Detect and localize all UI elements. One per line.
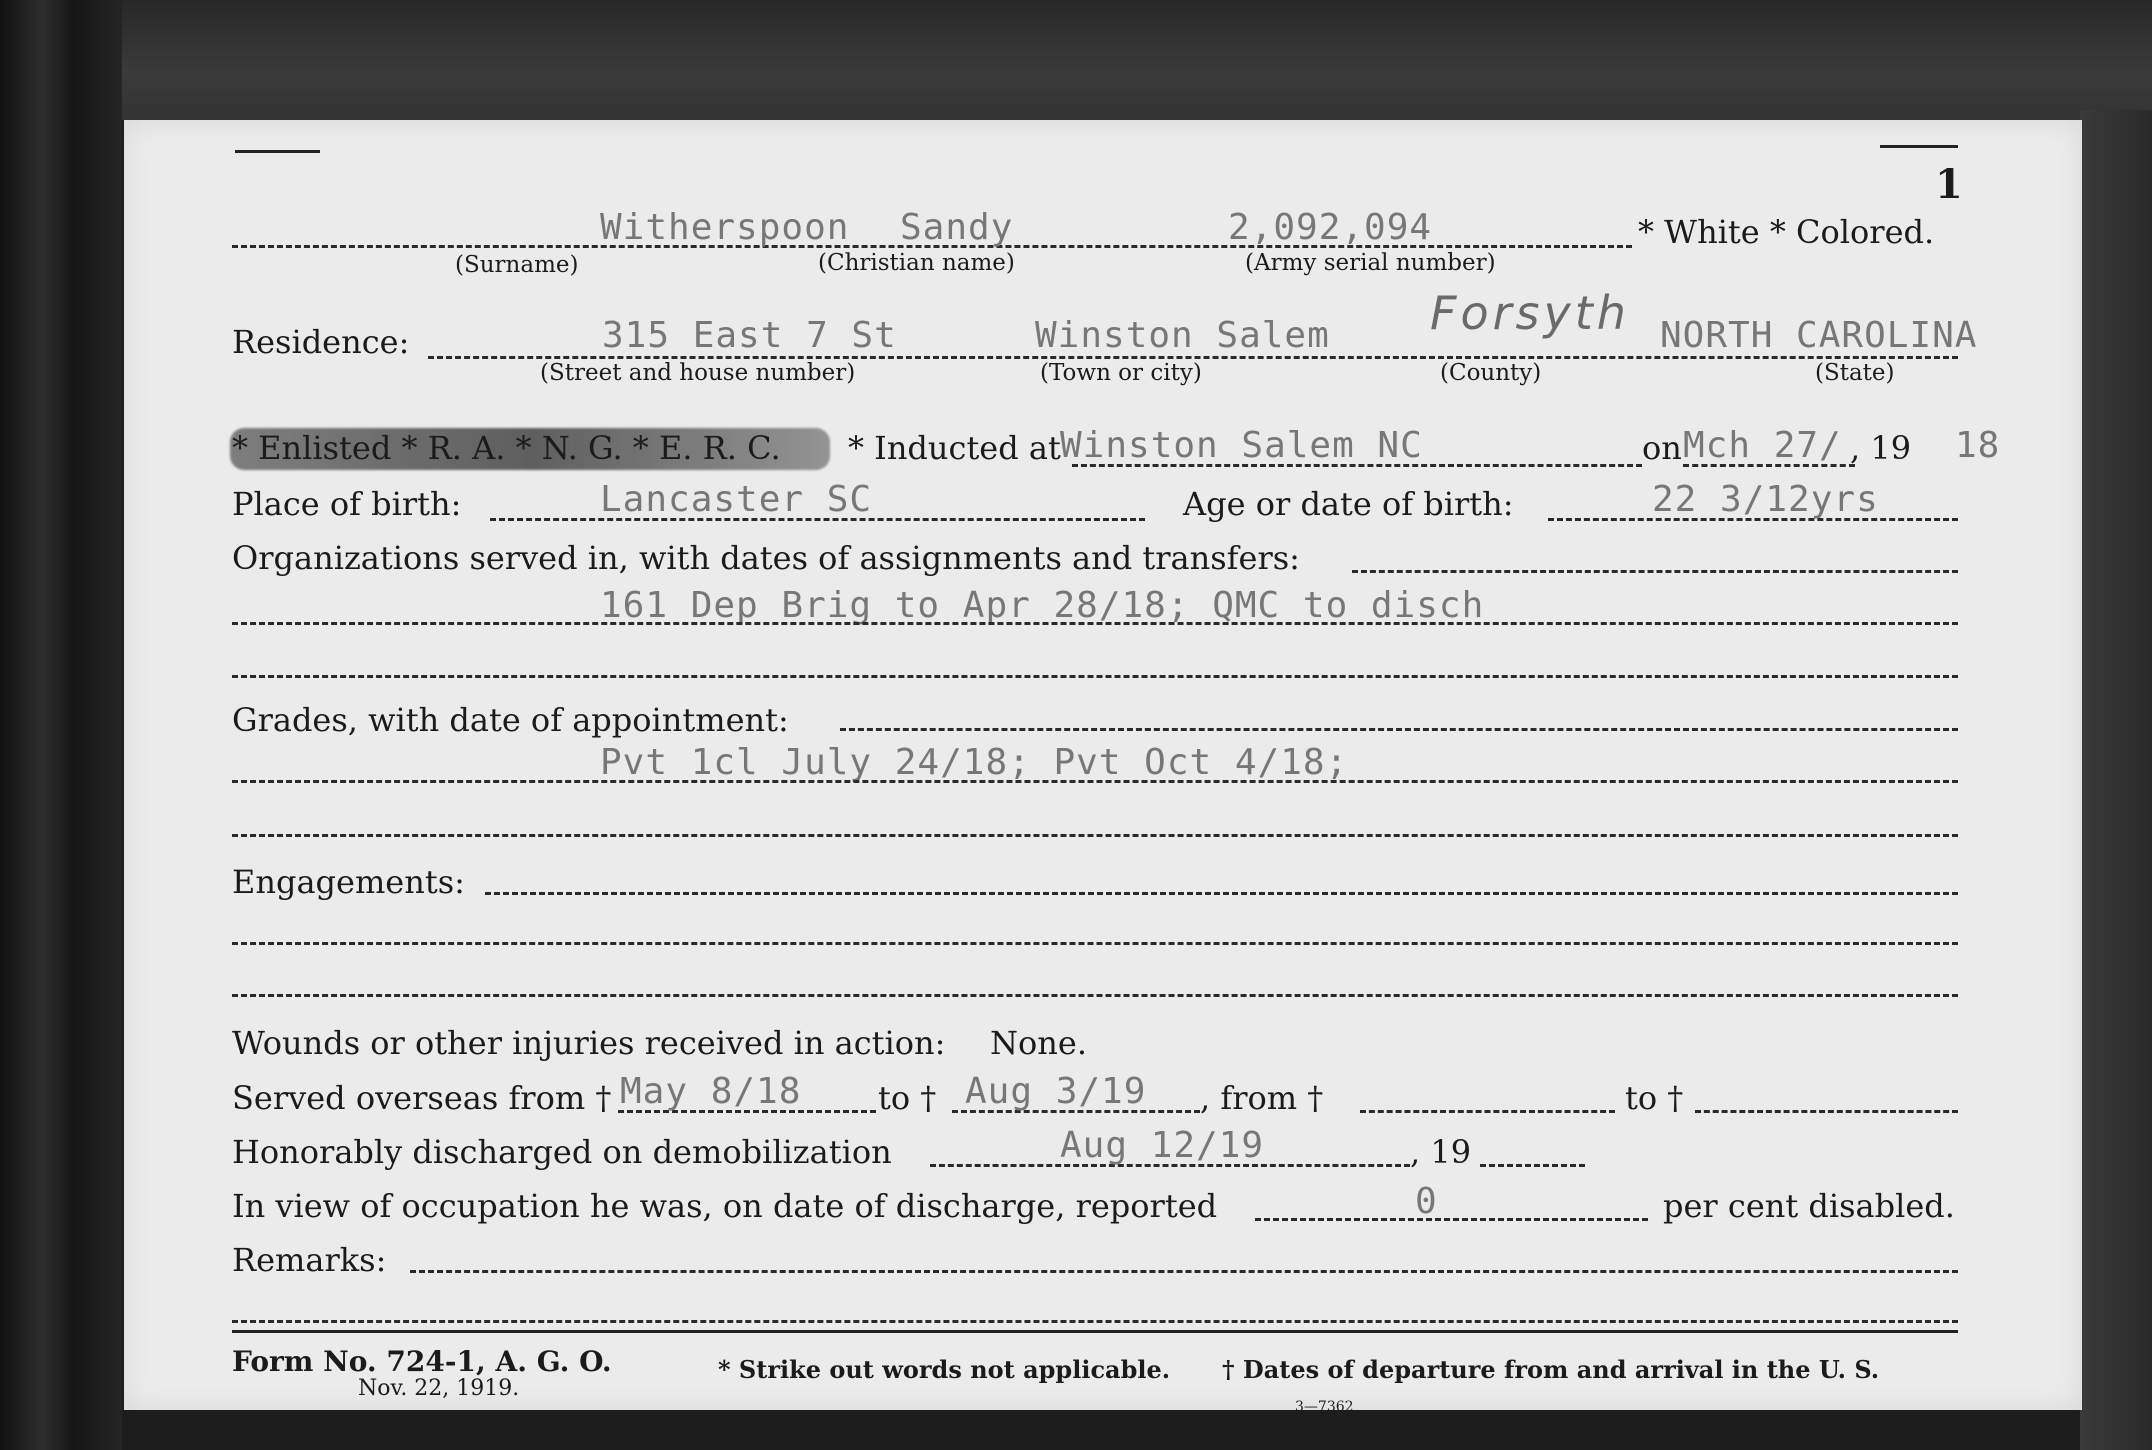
disability-label: In view of occupation he was, on date of discharge, reported — [232, 1187, 1218, 1225]
dates-note: † Dates of departure from and arrival in the U. S. — [1222, 1355, 1880, 1384]
grades-value: Pvt 1cl July 24/18; Pvt Oct 4/18; — [600, 742, 1349, 783]
wounds-value: None. — [990, 1024, 1087, 1062]
card-number: 1 — [1935, 161, 1963, 208]
christian-name-value: Sandy — [900, 207, 1014, 248]
age-label: Age or date of birth: — [1183, 485, 1514, 523]
surname-caption: (Surname) — [455, 252, 579, 278]
strike-note: * Strike out words not applicable. — [718, 1355, 1171, 1384]
residence-line — [428, 356, 1958, 359]
inducted-label: * Inducted at — [848, 429, 1061, 467]
town-value: Winston Salem — [1035, 315, 1330, 356]
engagements-line-3 — [232, 994, 1958, 997]
overseas-from2-label: , from † — [1200, 1079, 1324, 1117]
induction-year-prefix: , 19 — [1850, 429, 1912, 467]
induction-year-value: 18 — [1955, 425, 2001, 466]
residence-label: Residence: — [232, 323, 410, 361]
overseas-to-value: Aug 3/19 — [965, 1071, 1147, 1112]
disability-value: 0 — [1415, 1181, 1438, 1222]
race-options: * White * Colored. — [1638, 213, 1935, 251]
overseas-to2-label: to † — [1625, 1079, 1684, 1117]
place-of-birth-value: Lancaster SC — [600, 479, 873, 520]
street-caption: (Street and house number) — [540, 360, 856, 386]
grades-line-3 — [232, 834, 1958, 837]
wounds-label: Wounds or other injuries received in action: — [232, 1024, 946, 1062]
overseas-from-value: May 8/18 — [620, 1071, 802, 1112]
engagements-line-1 — [485, 892, 1958, 895]
form-date: Nov. 22, 1919. — [358, 1376, 520, 1401]
grades-line-1 — [840, 728, 1958, 731]
discharge-year-line — [1480, 1164, 1585, 1167]
organizations-value: 161 Dep Brig to Apr 28/18; QMC to disch — [600, 585, 1485, 626]
remarks-line-2 — [232, 1320, 1958, 1323]
discharge-label: Honorably discharged on demobilization — [232, 1133, 892, 1171]
induction-date-value: Mch 27/ — [1683, 425, 1842, 466]
christian-name-caption: (Christian name) — [818, 250, 1015, 276]
surname-value: Witherspoon — [600, 207, 850, 248]
engagements-line-2 — [232, 942, 1958, 945]
corner-rule-right — [1880, 145, 1958, 148]
remarks-line-1 — [410, 1270, 1958, 1273]
disability-line — [1255, 1218, 1648, 1221]
army-serial-caption: (Army serial number) — [1245, 250, 1496, 276]
film-border-top — [122, 0, 2152, 120]
army-serial-value: 2,092,094 — [1228, 207, 1433, 248]
remarks-label: Remarks: — [232, 1241, 387, 1279]
inducted-place-value: Winston Salem NC — [1060, 425, 1423, 466]
film-border-left — [0, 0, 122, 1450]
overseas-to2-line — [1695, 1110, 1958, 1113]
enlisted-options: * Enlisted * R. A. * N. G. * E. R. C. — [232, 429, 781, 467]
print-code: 3—7362 — [1295, 1399, 1354, 1415]
age-value: 22 3/12yrs — [1652, 479, 1879, 520]
organizations-line-2 — [232, 622, 1958, 625]
footer-rule — [232, 1330, 1958, 1333]
organizations-label: Organizations served in, with dates of assignments and transfers: — [232, 539, 1300, 577]
town-caption: (Town or city) — [1040, 360, 1202, 386]
state-value: NORTH CAROLINA — [1660, 315, 1978, 356]
organizations-line-3 — [232, 675, 1958, 678]
overseas-from2-line — [1360, 1110, 1615, 1113]
discharge-year-suffix: , 19 — [1410, 1133, 1472, 1171]
grades-line-2 — [232, 780, 1958, 783]
on-label: on — [1642, 429, 1682, 467]
film-border-right — [2080, 110, 2152, 1450]
county-value: Forsyth — [1430, 286, 1630, 340]
overseas-to-label: to † — [878, 1079, 937, 1117]
county-caption: (County) — [1440, 360, 1542, 386]
street-value: 315 East 7 St — [602, 315, 897, 356]
organizations-line-1 — [1352, 570, 1958, 573]
corner-rule-left — [235, 150, 320, 153]
place-of-birth-label: Place of birth: — [232, 485, 462, 523]
form-number: Form No. 724-1, A. G. O. — [232, 1345, 612, 1378]
grades-label: Grades, with date of appointment: — [232, 701, 789, 739]
state-caption: (State) — [1815, 360, 1895, 386]
discharge-date-value: Aug 12/19 — [1060, 1125, 1265, 1166]
overseas-from-label: Served overseas from † — [232, 1079, 612, 1117]
engagements-label: Engagements: — [232, 863, 465, 901]
disability-suffix: per cent disabled. — [1663, 1187, 1955, 1225]
